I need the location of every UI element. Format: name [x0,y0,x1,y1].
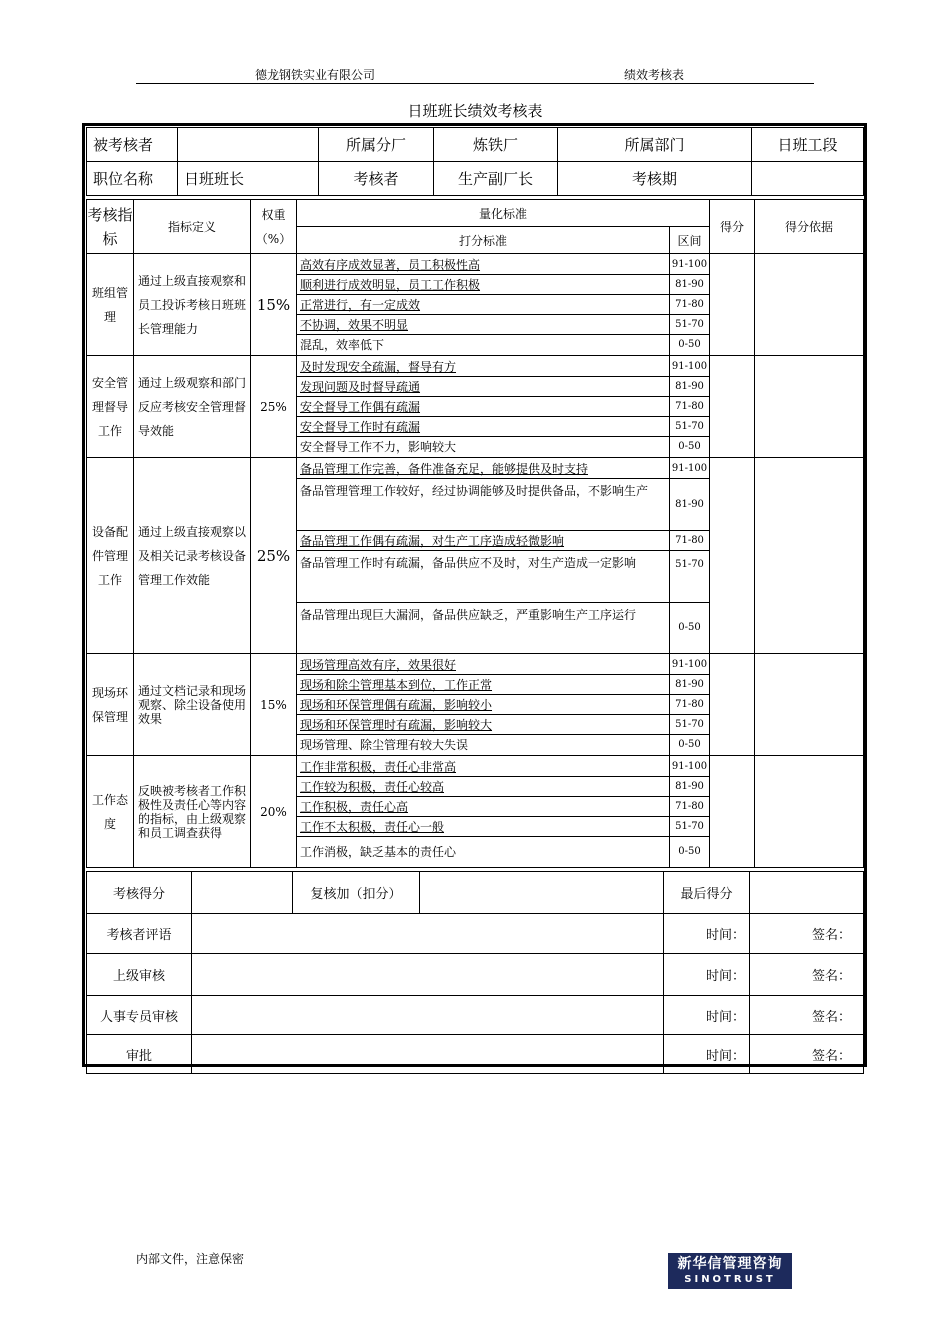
category-weight: 20% [251,756,297,868]
head-indicator: 考核指标 [87,200,134,254]
criterion-text: 及时发现安全疏漏，督导有方 [300,359,457,374]
criterion-text: 备品管理出现巨大漏洞，备品供应缺乏，严重影响生产工序运行 [300,607,637,622]
category-name: 工作态度 [87,756,134,868]
range-value: 71-80 [670,397,709,417]
score-cell[interactable] [710,756,755,868]
time-label: 时间： [664,914,750,954]
value-superior-review[interactable] [192,954,664,996]
value-branch[interactable]: 炼铁厂 [434,128,558,162]
head-range: 区间 [670,227,710,254]
time-label: 时间： [664,954,750,996]
score-cell[interactable] [710,254,755,356]
criterion-text: 现场管理、除尘管理有较大失误 [300,737,469,752]
label-department: 所属部门 [558,128,752,162]
range-value: 0-50 [678,845,701,857]
criterion-text: 高效有序成效显著，员工积极性高 [300,257,481,272]
criterion-text: 备品管理管理工作较好，经过协调能够及时提供备品，不影响生产 [300,483,649,498]
criterion-text: 现场和除尘管理基本到位，工作正常 [300,677,493,692]
range-list [670,654,710,756]
criterion-text: 顺利进行成效明显，员工工作积极 [300,277,481,292]
basis-cell[interactable] [755,458,864,654]
head-weight: 权重（%） [251,200,297,254]
value-final-score[interactable] [750,872,864,914]
range-value: 91-100 [670,459,709,479]
range-list [670,356,710,458]
range-value: 51-70 [670,817,709,837]
time-label: 时间： [664,996,750,1035]
label-hr-review: 人事专员审核 [87,996,192,1035]
range-value: 91-100 [670,255,709,275]
value-hr-review[interactable] [192,996,664,1035]
time-label: 时间： [664,1035,750,1074]
value-assessor-comment[interactable] [192,914,664,954]
value-assessment-score[interactable] [192,872,293,914]
sign-label: 签名： [750,914,864,954]
sign-label: 签名： [750,954,864,996]
label-branch: 所属分厂 [319,128,434,162]
review-table [86,871,864,1074]
label-approval: 审批 [87,1035,192,1074]
range-list [670,458,710,654]
value-position[interactable]: 日班班长 [178,162,319,196]
sinotrust-logo [668,1253,792,1289]
category-name: 班组管理 [87,254,134,356]
value-department[interactable]: 日班工段 [752,128,864,162]
category-name: 设备配件管理工作 [87,458,134,654]
score-cell[interactable] [710,654,755,756]
header-doc-type: 绩效考核表 [624,68,685,82]
label-review-adjust: 复核加（扣分） [293,872,420,914]
criterion-text: 发现问题及时督导疏通 [300,379,421,394]
head-score: 得分 [710,200,755,254]
range-value: 71-80 [670,531,709,551]
criterion-text: 工作积极，责任心高 [300,799,409,814]
category-weight: 25% [251,458,297,654]
range-value: 51-70 [670,315,709,335]
range-value: 81-90 [670,479,709,531]
criterion-text: 安全督导工作偶有疏漏 [300,399,421,414]
range-value: 81-90 [670,777,709,797]
basis-cell[interactable] [755,654,864,756]
criterion-text: 现场和环保管理时有疏漏，影响较大 [300,717,493,732]
range-value: 51-70 [670,715,709,735]
value-review-adjust[interactable] [420,872,664,914]
category-weight: 15% [251,654,297,756]
criterion-text: 不协调，效果不明显 [300,317,409,332]
info-table [86,127,864,196]
logo-en: SINOTRUST [684,1274,776,1285]
category-name: 安全管理督导工作 [87,356,134,458]
category-weight: 25% [251,356,297,458]
label-assessor-comment: 考核者评语 [87,914,192,954]
criterion-text: 现场和环保管理偶有疏漏，影响较小 [300,697,493,712]
criterion-text: 备品管理工作时有疏漏，备品供应不及时，对生产造成一定影响 [300,555,637,570]
criterion-text: 安全督导工作不力，影响较大 [300,439,457,454]
range-value: 71-80 [670,797,709,817]
criterion-text: 工作不太积极，责任心一般 [300,819,445,834]
range-list [670,254,710,356]
head-quant: 量化标准 [297,200,710,227]
criteria-list [297,458,670,654]
logo-cn: 新华信管理咨询 [677,1256,783,1272]
value-assessor[interactable]: 生产副厂长 [434,162,558,196]
range-value: 91-100 [670,357,709,377]
label-period: 考核期 [558,162,752,196]
basis-cell[interactable] [755,756,864,868]
assessment-table [86,199,864,868]
value-approval[interactable] [192,1035,664,1074]
criteria-list [297,756,670,868]
criterion-text: 正常进行，有一定成效 [300,297,421,312]
head-basis: 得分依据 [755,200,864,254]
range-value: 81-90 [670,275,709,295]
label-assessee: 被考核者 [87,128,178,162]
category-name: 现场环保管理 [87,654,134,756]
range-value: 0-50 [678,738,701,750]
category-definition: 通过上级观察和部门反应考核安全管理督导效能 [134,356,251,458]
score-cell[interactable] [710,356,755,458]
range-list [670,756,710,868]
header-rule [136,83,814,84]
criterion-text: 工作非常积极，责任心非常高 [300,759,457,774]
basis-cell[interactable] [755,356,864,458]
criterion-text: 工作消极，缺乏基本的责任心 [300,844,457,859]
score-cell[interactable] [710,458,755,654]
criterion-text: 备品管理工作偶有疏漏，对生产工序造成轻微影响 [300,533,565,548]
criterion-text: 安全督导工作时有疏漏 [300,419,421,434]
value-assessee[interactable] [178,128,319,162]
criterion-text: 混乱，效率低下 [300,337,385,352]
confidential-note: 内部文件，注意保密 [136,1252,245,1266]
criteria-list [297,356,670,458]
range-value: 51-70 [670,551,709,603]
header-company: 德龙钢铁实业有限公司 [255,68,376,82]
sign-label: 签名： [750,1035,864,1074]
sign-label: 签名： [750,996,864,1035]
label-position: 职位名称 [87,162,178,196]
range-value: 0-50 [678,440,701,452]
range-value: 71-80 [670,695,709,715]
basis-cell[interactable] [755,254,864,356]
range-value: 71-80 [670,295,709,315]
criterion-text: 备品管理工作完善，备件准备充足，能够提供及时支持 [300,461,589,476]
criteria-list [297,654,670,756]
criterion-text: 工作较为积极，责任心较高 [300,779,445,794]
range-value: 81-90 [670,675,709,695]
range-value: 0-50 [678,338,701,350]
range-value: 0-50 [678,621,701,633]
range-value: 91-100 [670,655,709,675]
range-value: 81-90 [670,377,709,397]
criteria-list [297,254,670,356]
category-definition: 通过上级直接观察和员工投诉考核日班班长管理能力 [134,254,251,356]
range-value: 51-70 [670,417,709,437]
value-period[interactable] [752,162,864,196]
category-definition: 反映被考核者工作积极性及责任心等内容的指标，由上级观察和员工调查获得 [134,756,251,868]
label-assessment-score: 考核得分 [87,872,192,914]
category-definition: 通过上级直接观察以及相关记录考核设备管理工作效能 [134,458,251,654]
criterion-text: 现场管理高效有序，效果很好 [300,657,457,672]
range-value: 91-100 [670,757,709,777]
head-criteria: 打分标准 [297,227,670,254]
page-title: 日班班长绩效考核表 [407,102,543,120]
category-weight: 15% [251,254,297,356]
label-superior-review: 上级审核 [87,954,192,996]
head-definition: 指标定义 [134,200,251,254]
label-assessor: 考核者 [319,162,434,196]
category-definition: 通过文档记录和现场观察、除尘设备使用效果 [134,654,251,756]
label-final-score: 最后得分 [664,872,750,914]
